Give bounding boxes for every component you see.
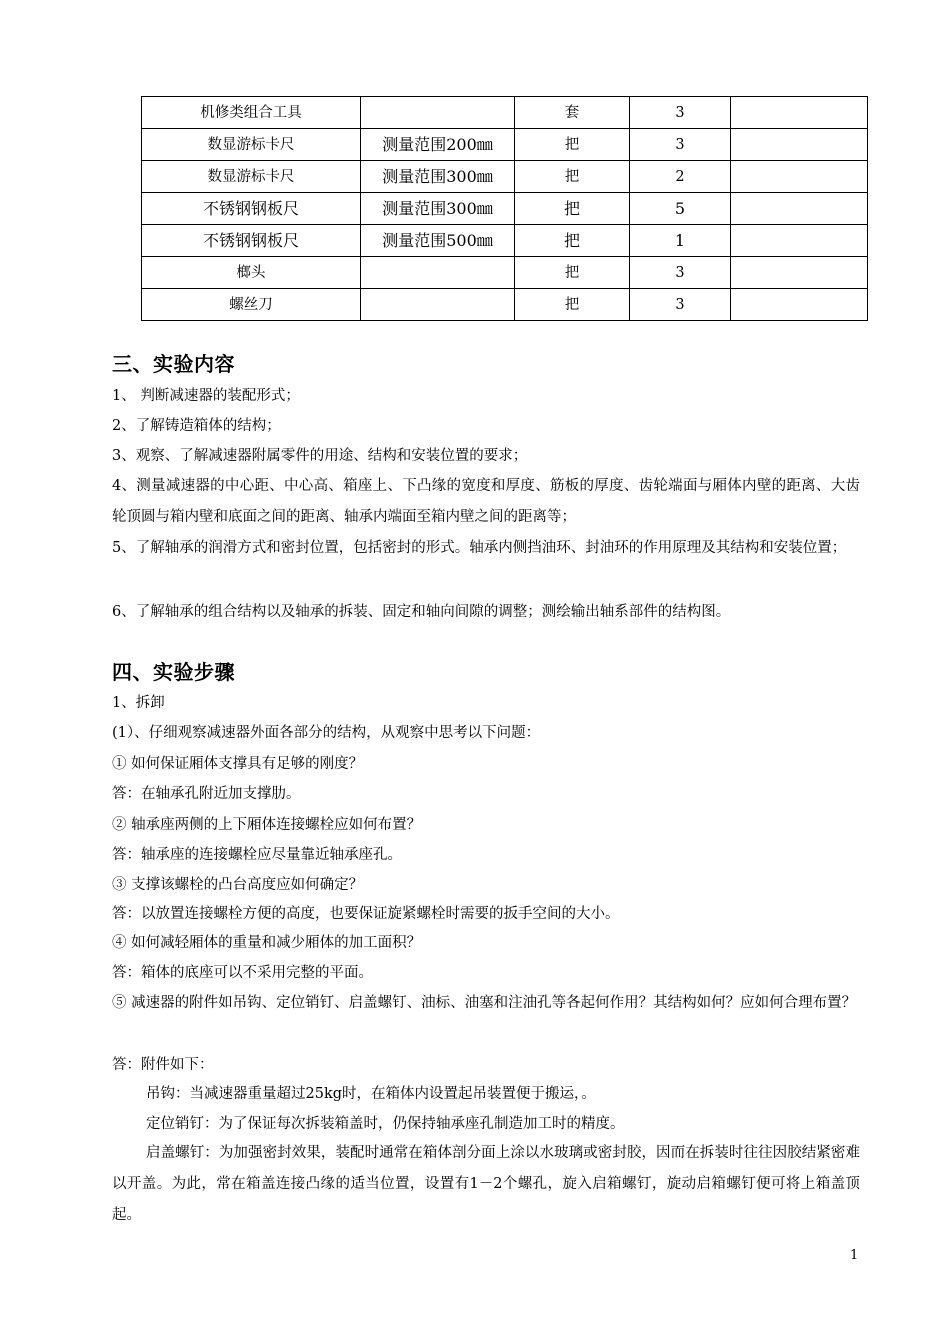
tool-name-cell: 机修类组合工具 bbox=[142, 97, 361, 129]
attachment-jack-screw: 启盖螺钉：为加强密封效果，装配时通常在箱体剖分面上涂以水玻璃或密封胶，因而在拆装时往往因胶结紧密难以开盖。为此，常在箱盖连接凸缘的适当位置，设置有1－2个螺孔，旋入启箱螺钉，旋动启箱螺钉便可将上箱盖顶起。 bbox=[112, 1145, 860, 1223]
tool-note-cell bbox=[731, 257, 868, 289]
content-item-4: 4、测量减速器的中心距、中心高、箱座上、下凸缘的宽度和厚度、筋板的厚度、齿轮端面与厢体内壁的距离、大齿轮顶圆与箱内壁和底面之间的距离、轴承内端面至箱内壁之间的距离等； bbox=[112, 478, 860, 525]
tool-unit-cell: 套 bbox=[515, 97, 630, 129]
attachment-hook: 吊钩：当减速器重量超过25kg时，在箱体内设置起吊装置便于搬运，。 bbox=[146, 1086, 596, 1102]
question-1: ① 如何保证厢体支撑具有足够的刚度？ bbox=[112, 756, 364, 772]
tool-qty-cell: 1 bbox=[630, 225, 731, 257]
tool-note-cell bbox=[731, 161, 868, 193]
step-1-label: 1、拆卸 bbox=[112, 695, 165, 711]
tool-unit-cell: 把 bbox=[515, 257, 630, 289]
tool-unit-cell: 把 bbox=[515, 193, 630, 225]
tool-note-cell bbox=[731, 289, 868, 321]
sub-step-1: (1）、仔细观察减速器外面各部分的结构，从观察中思考以下问题： bbox=[112, 725, 541, 741]
tool-qty-cell: 5 bbox=[630, 193, 731, 225]
section-heading-experiment-content: 三、实验内容 bbox=[112, 352, 235, 376]
question-4: ④ 如何减轻厢体的重量和减少厢体的加工面积？ bbox=[112, 935, 422, 951]
answer-1: 答：在轴承孔附近加支撑肋。 bbox=[112, 786, 301, 802]
tool-name-cell: 数显游标卡尺 bbox=[142, 161, 361, 193]
attachment-dowel-pin: 定位销钉：为了保证每次拆装箱盖时，仍保持轴承座孔制造加工时的精度。 bbox=[146, 1116, 625, 1132]
tool-name-cell: 榔头 bbox=[142, 257, 361, 289]
tool-spec-cell: 测量范围500㎜ bbox=[361, 225, 515, 257]
tool-unit-cell: 把 bbox=[515, 161, 630, 193]
tool-qty-cell: 2 bbox=[630, 161, 731, 193]
tool-qty-cell: 3 bbox=[630, 129, 731, 161]
answer-4: 答：箱体的底座可以不采用完整的平面。 bbox=[112, 965, 373, 981]
tool-qty-cell: 3 bbox=[630, 257, 731, 289]
tool-note-cell bbox=[731, 129, 868, 161]
tool-note-cell bbox=[731, 193, 868, 225]
tool-spec-cell bbox=[361, 257, 515, 289]
question-5: ⑤ 减速器的附件如吊钩、定位销钉、启盖螺钉、油标、油塞和注油孔等各起何作用？其结构如何？应如何合理布置？ bbox=[112, 995, 857, 1011]
tool-unit-cell: 把 bbox=[515, 225, 630, 257]
answer-5-intro: 答：附件如下： bbox=[112, 1057, 214, 1073]
tool-spec-cell: 测量范围200㎜ bbox=[361, 129, 515, 161]
page-number: 1 bbox=[850, 1248, 859, 1263]
tool-qty-cell: 3 bbox=[630, 289, 731, 321]
section-heading-experiment-steps: 四、实验步骤 bbox=[112, 660, 235, 684]
content-item-6: 6、了解轴承的组合结构以及轴承的拆装、固定和轴向间隙的调整；测绘输出轴系部件的结构图。 bbox=[112, 604, 731, 620]
tool-name-cell: 不锈钢钢板尺 bbox=[142, 225, 361, 257]
answer-3: 答：以放置连接螺栓方便的高度，也要保证旋紧螺栓时需要的扳手空间的大小。 bbox=[112, 906, 620, 922]
tool-name-cell: 数显游标卡尺 bbox=[142, 129, 361, 161]
tool-unit-cell: 把 bbox=[515, 289, 630, 321]
tool-spec-cell bbox=[361, 97, 515, 129]
table-row bbox=[142, 193, 868, 225]
question-3: ③ 支撑该螺栓的凸台高度应如何确定？ bbox=[112, 877, 364, 893]
tools-table bbox=[141, 96, 868, 321]
tool-name-cell: 不锈钢钢板尺 bbox=[142, 193, 361, 225]
content-item-3: 3、观察、了解减速器附属零件的用途、结构和安装位置的要求； bbox=[112, 448, 528, 464]
question-2: ② 轴承座两侧的上下厢体连接螺栓应如何布置？ bbox=[112, 817, 422, 833]
table-row bbox=[142, 161, 868, 193]
table-row bbox=[142, 289, 868, 321]
content-item-1: 1、 判断减速器的装配形式； bbox=[112, 388, 300, 404]
table-row bbox=[142, 257, 868, 289]
tool-note-cell bbox=[731, 97, 868, 129]
content-item-5: 5、了解轴承的润滑方式和密封位置，包括密封的形式。轴承内侧挡油环、封油环的作用原理及其结构和安装位置； bbox=[112, 540, 847, 556]
tool-name-cell: 螺丝刀 bbox=[142, 289, 361, 321]
table-row bbox=[142, 225, 868, 257]
tool-spec-cell bbox=[361, 289, 515, 321]
table-row bbox=[142, 97, 868, 129]
answer-2: 答：轴承座的连接螺栓应尽量靠近轴承座孔。 bbox=[112, 847, 402, 863]
tool-spec-cell: 测量范围300㎜ bbox=[361, 193, 515, 225]
tool-qty-cell: 3 bbox=[630, 97, 731, 129]
tool-unit-cell: 把 bbox=[515, 129, 630, 161]
tool-note-cell bbox=[731, 225, 868, 257]
table-row bbox=[142, 129, 868, 161]
tool-spec-cell: 测量范围300㎜ bbox=[361, 161, 515, 193]
content-item-2: 2、了解铸造箱体的结构； bbox=[112, 418, 281, 434]
